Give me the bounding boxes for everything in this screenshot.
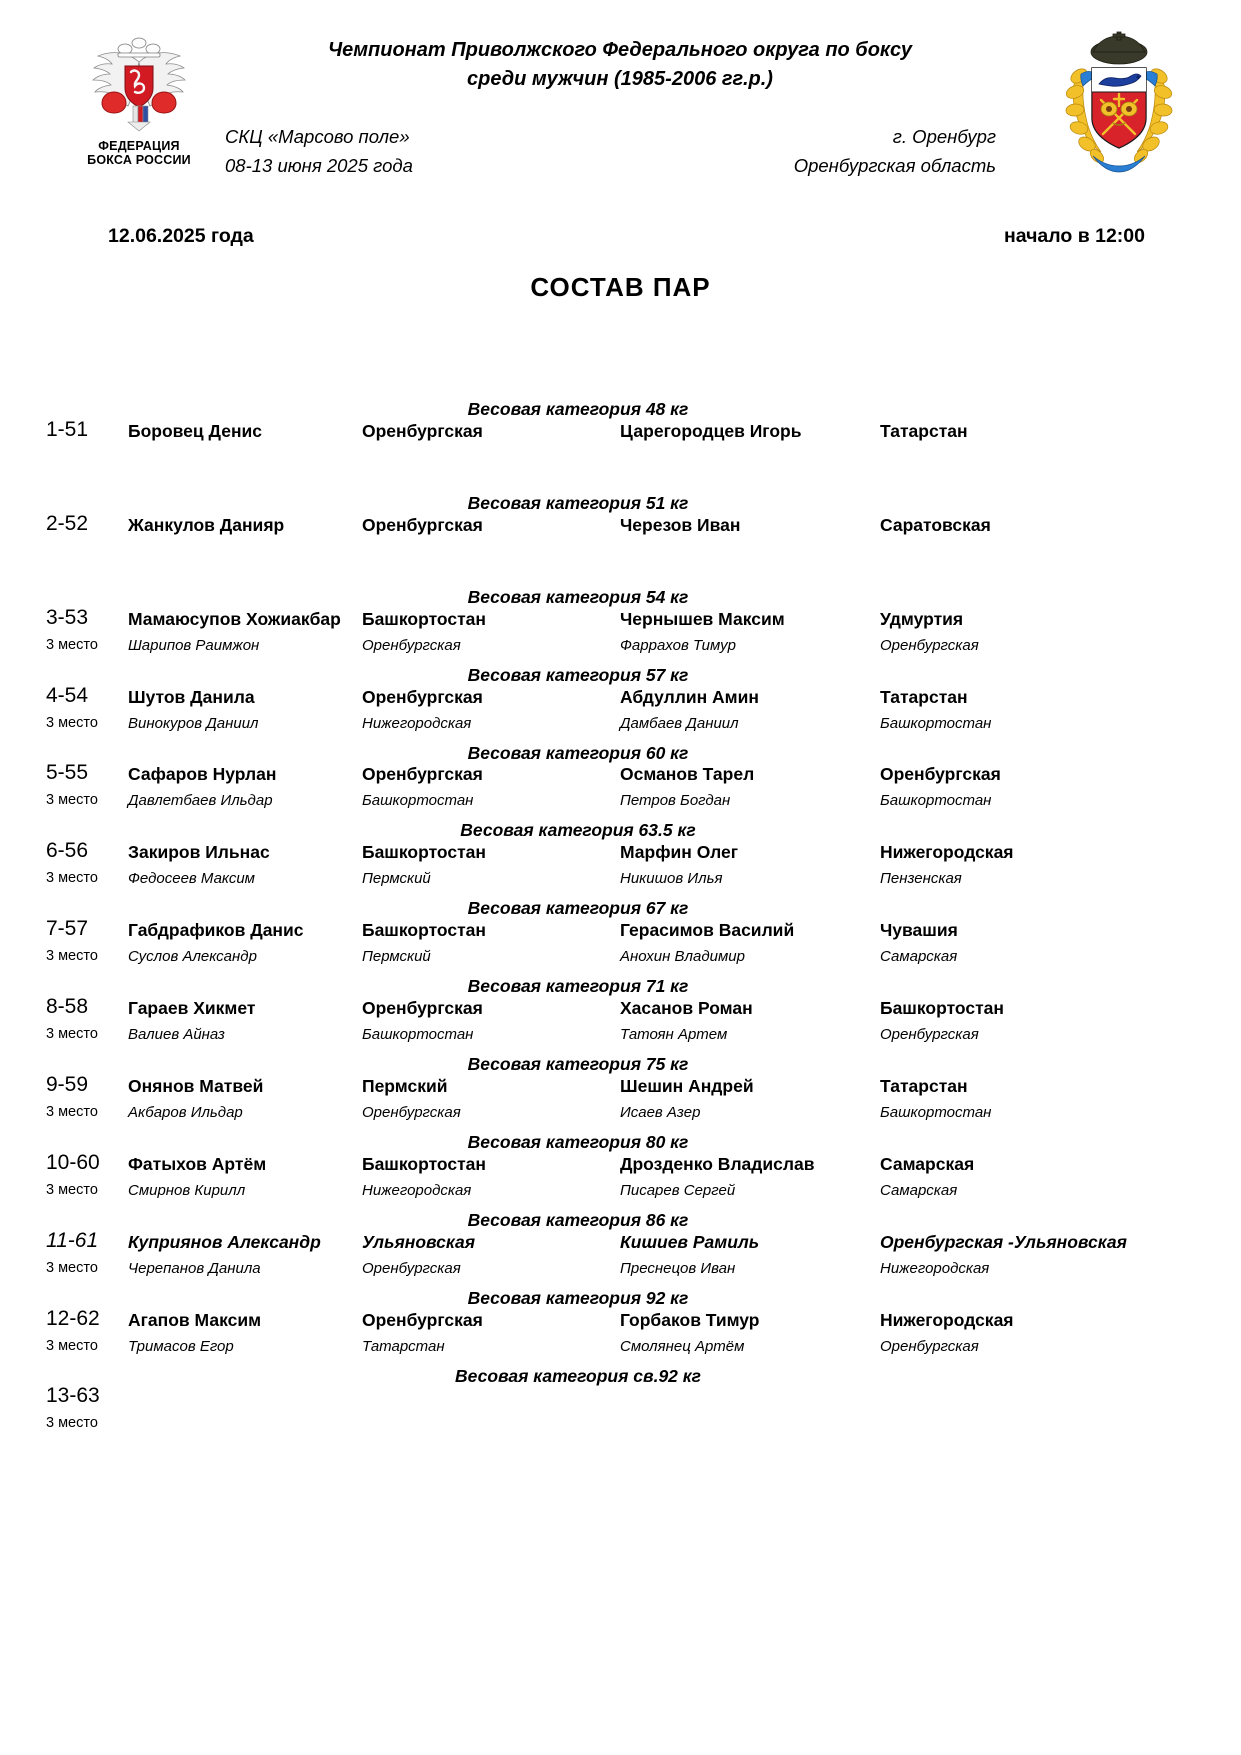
weight-category-heading: Весовая категория 48 кг [467, 399, 689, 419]
venue-info [225, 123, 413, 180]
blue-corner-region: Саратовская [880, 514, 991, 535]
red-corner-name: Куприянов Александр [128, 1231, 321, 1252]
federation-emblem-icon [84, 36, 194, 132]
bout-number: 10-60 [46, 1150, 100, 1174]
blue-corner-region: Татарстан [880, 420, 968, 441]
red-corner-region: Башкортостан [362, 1153, 486, 1174]
third-blue-region: Оренбургская [880, 1337, 979, 1355]
third-place-row [0, 1182, 1241, 1210]
red-corner-name: Шутов Данила [128, 686, 255, 707]
bout-row [0, 511, 1241, 543]
event-title [210, 36, 1030, 94]
bout-number: 9-59 [46, 1072, 89, 1096]
third-place-label: 3 место [46, 1259, 98, 1276]
third-blue-region: Самарская [880, 1181, 958, 1199]
third-red-name: Валиев Айназ [128, 1026, 225, 1043]
blue-corner-region: Удмуртия [880, 608, 964, 629]
blue-corner-name: Марфин Олег [620, 842, 739, 863]
city-name: г. Оренбург [892, 126, 996, 147]
third-place-label: 3 место [46, 1337, 98, 1354]
red-corner-name: Закиров Ильнас [128, 842, 270, 863]
page-title: СОСТАВ ПАР [530, 272, 711, 302]
third-blue-region: Башкортостан [880, 714, 992, 732]
red-corner-region: Оренбургская [362, 686, 483, 707]
red-corner-region: Оренбургская [362, 998, 483, 1018]
blue-corner-name: Чернышев Максим [620, 608, 785, 629]
session-date: 12.06.2025 года [108, 225, 254, 247]
third-place-label: 3 место [46, 1415, 98, 1432]
weight-category-heading: Весовая категория 86 кг [467, 1209, 689, 1230]
bout-row [0, 761, 1241, 792]
third-red-name: Смирнов Кирилл [128, 1181, 246, 1199]
weight-category-heading: Весовая категория св.92 кг [455, 1365, 701, 1386]
blue-corner-name: Хасанов Роман [620, 998, 753, 1018]
blue-corner-name: Абдуллин Амин [620, 686, 759, 707]
third-blue-name: Писарев Сергей [620, 1181, 736, 1199]
spacer [0, 355, 1241, 399]
weight-category-heading: Весовая категория 60 кг [467, 742, 689, 763]
third-place-label: 3 место [46, 1103, 98, 1120]
third-place-row [0, 1260, 1241, 1288]
bout-number: 2-52 [46, 511, 89, 535]
red-corner-region: Пермский [362, 1075, 448, 1096]
third-blue-region: Башкортостан [880, 1103, 992, 1121]
federation-caption-line2: БОКСА РОССИИ [87, 153, 191, 167]
schedule-row [0, 225, 1241, 255]
third-place-label: 3 место [46, 948, 98, 965]
blue-corner-name: Дрозденко Владислав [620, 1153, 815, 1174]
red-corner-region: Башкортостан [362, 920, 486, 941]
red-corner-name: Гараев Хикмет [128, 998, 256, 1018]
red-corner-name: Жанкулов Данияр [128, 514, 285, 535]
red-corner-region: Башкортостан [362, 842, 486, 863]
event-title-line-1: Чемпионат Приволжского Федерального округа по боксу [327, 39, 913, 61]
blue-corner-region: Нижегородская [880, 842, 1014, 863]
third-red-name: Федосеев Максим [128, 870, 255, 888]
bout-number: 8-58 [46, 995, 89, 1018]
red-corner-name: Фатыхов Артём [128, 1153, 267, 1174]
third-blue-region: Самарская [880, 948, 958, 966]
blue-corner-region: Оренбургская -Ульяновская [880, 1231, 1127, 1252]
third-blue-name: Фаррахов Тимур [620, 636, 736, 654]
third-red-region: Нижегородская [362, 714, 472, 732]
bout-row [0, 1228, 1241, 1260]
weight-category-heading: Весовая категория 51 кг [467, 492, 689, 513]
blue-corner-region: Татарстан [880, 1075, 968, 1096]
weight-category-heading: Весовая категория 57 кг [467, 664, 689, 685]
bout-row [0, 683, 1241, 715]
weight-category-heading: Весовая категория 67 кг [467, 898, 689, 919]
third-red-name: Суслов Александр [128, 948, 257, 966]
third-place-row [0, 870, 1241, 898]
red-corner-region: Оренбургская [362, 514, 483, 535]
third-blue-region: Башкортостан [880, 792, 992, 810]
bout-row [0, 605, 1241, 637]
third-blue-region: Оренбургская [880, 636, 979, 654]
third-red-region: Нижегородская [362, 1181, 472, 1199]
third-place-row [0, 637, 1241, 665]
document-header [0, 28, 1241, 188]
weight-category-heading: Весовая категория 63.5 кг [460, 820, 696, 841]
federation-caption [78, 139, 200, 167]
bout-row [0, 995, 1241, 1026]
bout-number: 1-51 [46, 417, 89, 441]
red-corner-region: Башкортостан [362, 608, 486, 629]
third-blue-region: Нижегородская [880, 1259, 990, 1277]
third-blue-name: Татоян Артем [620, 1026, 728, 1043]
third-red-region: Пермский [362, 948, 431, 966]
blue-corner-name: Царегородцев Игорь [620, 420, 802, 441]
orenburg-coat-of-arms-icon [1059, 30, 1179, 180]
event-title-line-2: среди мужчин (1985-2006 гг.р.) [467, 68, 773, 90]
orenburg-oblast-logo [1059, 30, 1179, 180]
third-blue-name: Петров Богдан [620, 792, 731, 810]
blue-corner-region: Самарская [880, 1153, 975, 1174]
bout-number: 13-63 [46, 1384, 100, 1408]
russian-boxing-federation-logo [78, 36, 200, 167]
bout-number: 11-61 [46, 1228, 99, 1252]
blue-corner-region: Татарстан [880, 686, 968, 707]
pairs-table [0, 355, 1241, 1443]
third-red-region: Татарстан [362, 1337, 445, 1355]
location-info [794, 123, 996, 180]
third-place-row [0, 1104, 1241, 1132]
red-corner-region: Оренбургская [362, 420, 483, 441]
third-place-label: 3 место [46, 870, 98, 887]
spacer [0, 543, 1241, 587]
third-place-row [0, 1026, 1241, 1054]
third-place-row [0, 792, 1241, 820]
red-corner-name: Мамаюсупов Хожиакбар [128, 608, 341, 629]
third-blue-name: Никишов Илья [620, 870, 723, 888]
third-blue-name: Дамбаев Даниил [620, 714, 739, 732]
blue-corner-name: Герасимов Василий [620, 920, 795, 941]
third-red-name: Винокуров Даниил [128, 714, 259, 732]
third-red-region: Башкортостан [362, 1026, 474, 1043]
bout-row [0, 1072, 1241, 1104]
region-name: Оренбургская область [793, 154, 996, 176]
weight-category-heading: Весовая категория 92 кг [467, 1287, 689, 1308]
third-place-label: 3 место [46, 1026, 98, 1042]
third-place-row [0, 1415, 1241, 1443]
third-red-region: Оренбургская [362, 1259, 461, 1277]
bout-number: 5-55 [46, 761, 89, 785]
session-start-time: начало в 12:00 [1003, 225, 1145, 247]
third-red-region: Оренбургская [362, 1103, 461, 1121]
third-red-name: Черепанов Данила [128, 1259, 261, 1277]
red-corner-name: Онянов Матвей [128, 1075, 264, 1096]
third-red-region: Оренбургская [362, 636, 461, 654]
third-place-label: 3 место [46, 714, 98, 731]
third-place-label: 3 место [46, 636, 98, 653]
third-place-row [0, 948, 1241, 976]
third-blue-region: Пензенская [880, 870, 962, 888]
bout-number: 4-54 [46, 683, 89, 707]
third-red-name: Давлетбаев Ильдар [128, 792, 273, 810]
red-corner-region: Ульяновская [362, 1231, 476, 1252]
red-corner-name: Габдрафиков Данис [128, 920, 304, 941]
third-blue-name: Анохин Владимир [620, 948, 745, 966]
bout-number: 3-53 [46, 605, 89, 629]
bout-number: 6-56 [46, 839, 89, 863]
bout-row [0, 1384, 1241, 1415]
third-red-region: Пермский [362, 870, 431, 888]
third-red-name: Шарипов Раимжон [128, 636, 260, 654]
blue-corner-name: Кишиев Рамиль [620, 1231, 760, 1252]
third-red-region: Башкортостан [362, 792, 474, 810]
spacer [0, 449, 1241, 493]
blue-corner-region: Чувашия [880, 920, 958, 941]
red-corner-name: Агапов Максим [128, 1309, 262, 1330]
blue-corner-name: Черезов Иван [620, 514, 741, 535]
weight-category-heading: Весовая категория 75 кг [467, 1054, 689, 1074]
third-place-row [0, 1338, 1241, 1366]
federation-caption-line1: ФЕДЕРАЦИЯ [98, 139, 180, 153]
blue-corner-name: Шешин Андрей [620, 1075, 754, 1096]
bout-row [0, 917, 1241, 948]
event-dates: 08-13 июня 2025 года [225, 154, 413, 176]
bout-row [0, 417, 1241, 449]
red-corner-name: Сафаров Нурлан [128, 764, 277, 785]
bout-row [0, 839, 1241, 870]
weight-category-heading: Весовая категория 71 кг [467, 976, 689, 997]
red-corner-region: Оренбургская [362, 1309, 483, 1330]
blue-corner-region: Нижегородская [880, 1309, 1014, 1330]
third-blue-name: Смолянец Артём [620, 1337, 745, 1355]
third-blue-region: Оренбургская [880, 1026, 979, 1043]
blue-corner-region: Башкортостан [880, 998, 1004, 1018]
third-place-label: 3 место [46, 792, 98, 809]
weight-category-heading: Весовая категория 54 кг [467, 586, 689, 607]
bout-number: 7-57 [46, 917, 89, 941]
red-corner-name: Боровец Денис [128, 420, 263, 441]
red-corner-region: Оренбургская [362, 764, 483, 785]
third-place-row [0, 715, 1241, 743]
third-red-name: Тримасов Егор [128, 1337, 234, 1355]
bout-row [0, 1306, 1241, 1338]
blue-corner-name: Османов Тарел [620, 764, 755, 785]
blue-corner-name: Горбаков Тимур [620, 1309, 760, 1330]
weight-category-heading: Весовая категория 80 кг [467, 1131, 689, 1152]
third-red-name: Акбаров Ильдар [128, 1103, 243, 1121]
bout-row [0, 1150, 1241, 1182]
third-blue-name: Преснецов Иван [620, 1259, 736, 1277]
third-place-label: 3 место [46, 1181, 98, 1198]
third-blue-name: Исаев Азер [620, 1103, 701, 1121]
blue-corner-region: Оренбургская [880, 764, 1001, 785]
venue-name: СКЦ «Марсово поле» [225, 126, 410, 147]
bout-number: 12-62 [46, 1306, 100, 1330]
